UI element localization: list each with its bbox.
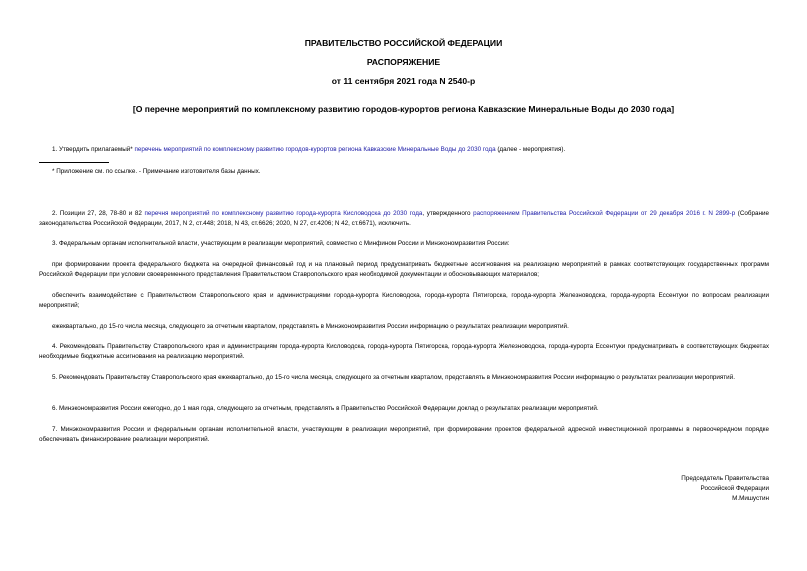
footnote: * Приложение см. по ссылке. - Примечание изготовителя базы данных. [52, 168, 261, 175]
government-order-link[interactable]: распоряжением Правительства Российской Федерации от 29 декабря 2016 г. N 2899-р [473, 210, 736, 217]
signature-organization: Российской Федерации [700, 485, 769, 492]
document-date-number: от 11 сентября 2021 года N 2540-р [331, 76, 476, 86]
paragraph-2 [39, 209, 769, 229]
paragraph-3-item-1: при формировании проекта федерального бюджета на очередной финансовый год и на плановый период предусматривать бюджетные ассигнования на реализацию мероприятий в рамках соответствующих государственных программ Российской Федерации при условии своевременного представления Правительством Ставропольского края необходимой документации и обосновывающих материалов; [39, 261, 769, 278]
paragraph-4: 4. Рекомендовать Правительству Ставропольского края и администрациям города-курорта Кисловодска, города-курорта Пятигорска, города-курорта Железноводска, города-курорта Ессентуки предусматривать в соответствующих бюджетах необходимые бюджетные ассигнования на реализацию мероприятий. [39, 343, 769, 360]
signature-name: М.Мишустин [732, 495, 769, 502]
paragraph-2-middle: , утвержденного [422, 210, 474, 217]
list-of-measures-link[interactable]: перечень мероприятий по комплексному развитию городов-курортов региона Кавказские Минеральные Воды до 2030 года [134, 146, 496, 153]
paragraph-5: 5. Рекомендовать Правительству Ставропольского края ежеквартально, до 15-го числа месяца, следующего за отчетным кварталом, представлять в Минэкономразвития России информацию о результатах реализации мероприятий. [52, 374, 735, 381]
paragraph-3: 3. Федеральным органам исполнительной власти, участвующим в реализации мероприятий, совместно с Минфином России и Минэкономразвития России: [52, 240, 510, 247]
document-type: РАСПОРЯЖЕНИЕ [366, 57, 441, 67]
paragraph-6: 6. Минэкономразвития России ежегодно, до 1 мая года, следующего за отчетным, представлять в Правительство Российской Федерации доклад о результатах реализации мероприятий. [52, 405, 599, 412]
paragraph-7: 7. Минэкономразвития России и федеральным органам исполнительной власти, участвующим в реализации мероприятий, при формировании проектов федеральной адресной инвестиционной программы в первоочередном порядке обеспечивать финансирование реализации мероприятий. [39, 426, 769, 443]
kislovodsk-measures-link[interactable]: перечня мероприятий по комплексному развитию города-курорта Кисловодска до 2030 года [144, 210, 423, 217]
government-heading: ПРАВИТЕЛЬСТВО РОССИЙСКОЙ ФЕДЕРАЦИИ [304, 38, 503, 48]
signature-position: Председатель Правительства [681, 475, 769, 482]
paragraph-1 [39, 145, 769, 155]
paragraph-1-tail: (далее - мероприятия). [495, 146, 566, 153]
document-title: [О перечне мероприятий по комплексному развитию городов-курортов региона Кавказские Минеральные Воды до 2030 года] [132, 104, 675, 114]
paragraph-3-item-3: ежеквартально, до 15-го числа месяца, следующего за отчетным кварталом, представлять в Минэкономразвития России информацию о результатах реализации мероприятий. [52, 323, 569, 330]
paragraph-2-text: 2. Позиции 27, 28, 78-80 и 82 [52, 210, 145, 217]
paragraph-2-tail: (Собрание законодательства Российской Федерации, 2017, N 2, ст.448; 2018, N 43, ст.6626; 2020, N 27, ст.4206; N 42, ст.6671), исключить. [39, 210, 769, 227]
paragraph-3-item-2: обеспечить взаимодействие с Правительством Ставропольского края и администрациями города-курорта Кисловодска, города-курорта Пятигорска, города-курорта Железноводска, города-курорта Ессентуки по вопросам реализации мероприятий; [39, 292, 769, 309]
paragraph-1-text: 1. Утвердить прилагаемый* [52, 146, 135, 153]
footnote-divider [39, 162, 109, 163]
signature-block [681, 474, 769, 504]
